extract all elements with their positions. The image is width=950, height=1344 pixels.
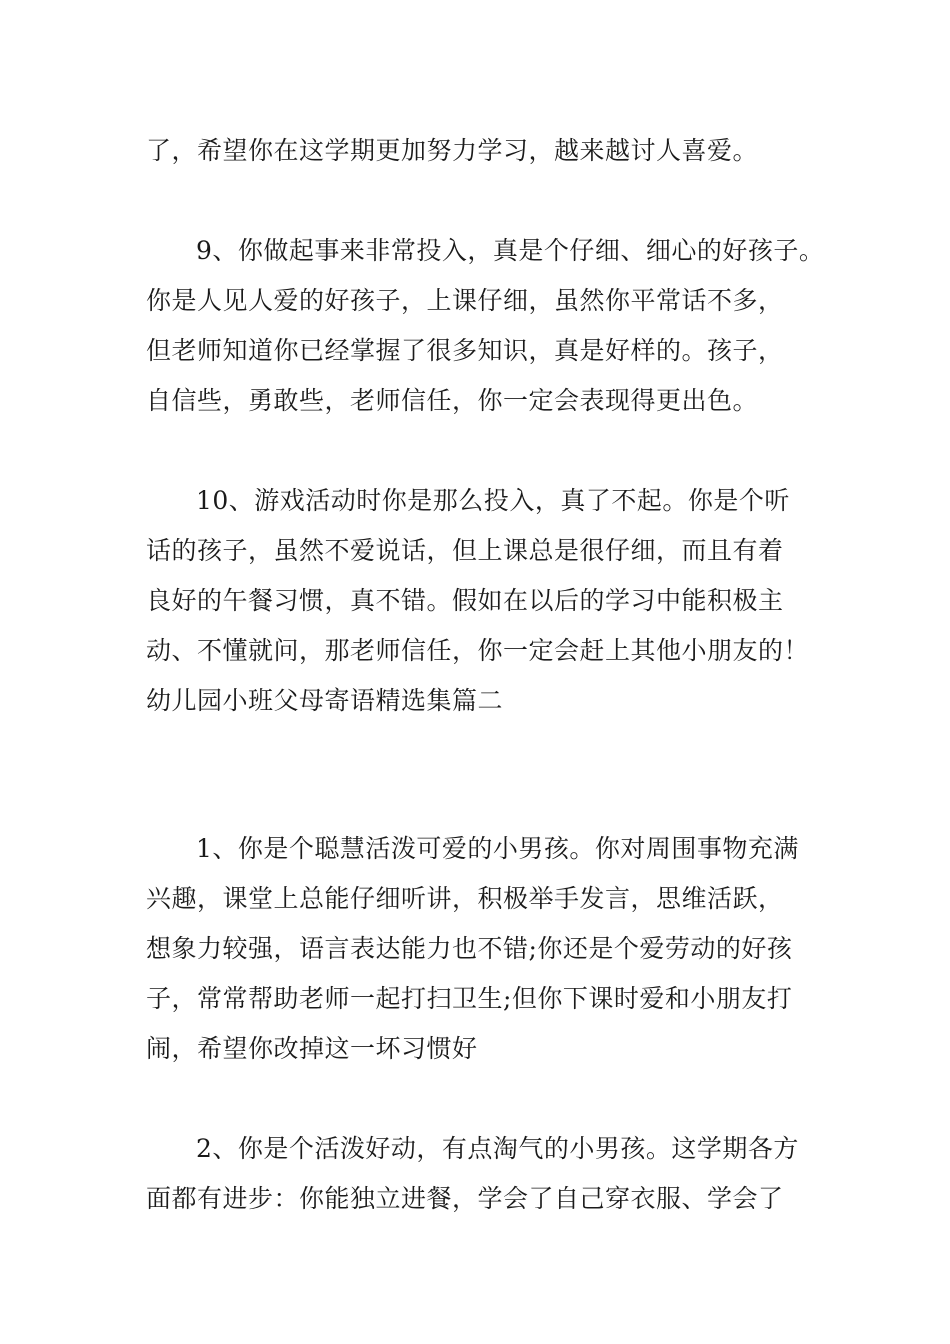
text-line: 良好的午餐习惯，真不错。假如在以后的学习中能积极主	[146, 586, 784, 615]
text-line: 动、不懂就问，那老师信任，你一定会赶上其他小朋友的！	[146, 636, 810, 665]
text-line: 9、你做起事来非常投入，真是个仔细、细心的好孩子。	[196, 236, 825, 265]
text-line: 了，希望你在这学期更加努力学习，越来越讨人喜爱。	[146, 136, 759, 165]
text-line: 话的孩子，虽然不爱说话，但上课总是很仔细，而且有着	[146, 536, 784, 565]
text-line: 闹，希望你改掉这一坏习惯好	[146, 1034, 478, 1063]
text-line: 自信些，勇敢些，老师信任，你一定会表现得更出色。	[146, 386, 759, 415]
text-line: 面都有进步：你能独立进餐，学会了自己穿衣服、学会了	[146, 1184, 784, 1213]
section-heading: 幼儿园小班父母寄语精选集篇二	[146, 686, 504, 715]
text-line: 子，常常帮助老师一起打扫卫生;但你下课时爱和小朋友打	[146, 984, 793, 1013]
text-line: 兴趣，课堂上总能仔细听讲，积极举手发言，思维活跃，	[146, 884, 784, 913]
text-line: 你是人见人爱的好孩子，上课仔细，虽然你平常话不多，	[146, 286, 784, 315]
text-line: 10、游戏活动时你是那么投入，真了不起。你是个听	[196, 486, 790, 515]
text-line: 但老师知道你已经掌握了很多知识，真是好样的。孩子，	[146, 336, 784, 365]
text-line: 2、你是个活泼好动，有点淘气的小男孩。这学期各方	[196, 1134, 799, 1163]
text-line: 想象力较强，语言表达能力也不错;你还是个爱劳动的好孩	[146, 934, 793, 963]
text-line: 1、你是个聪慧活泼可爱的小男孩。你对周围事物充满	[196, 834, 799, 863]
